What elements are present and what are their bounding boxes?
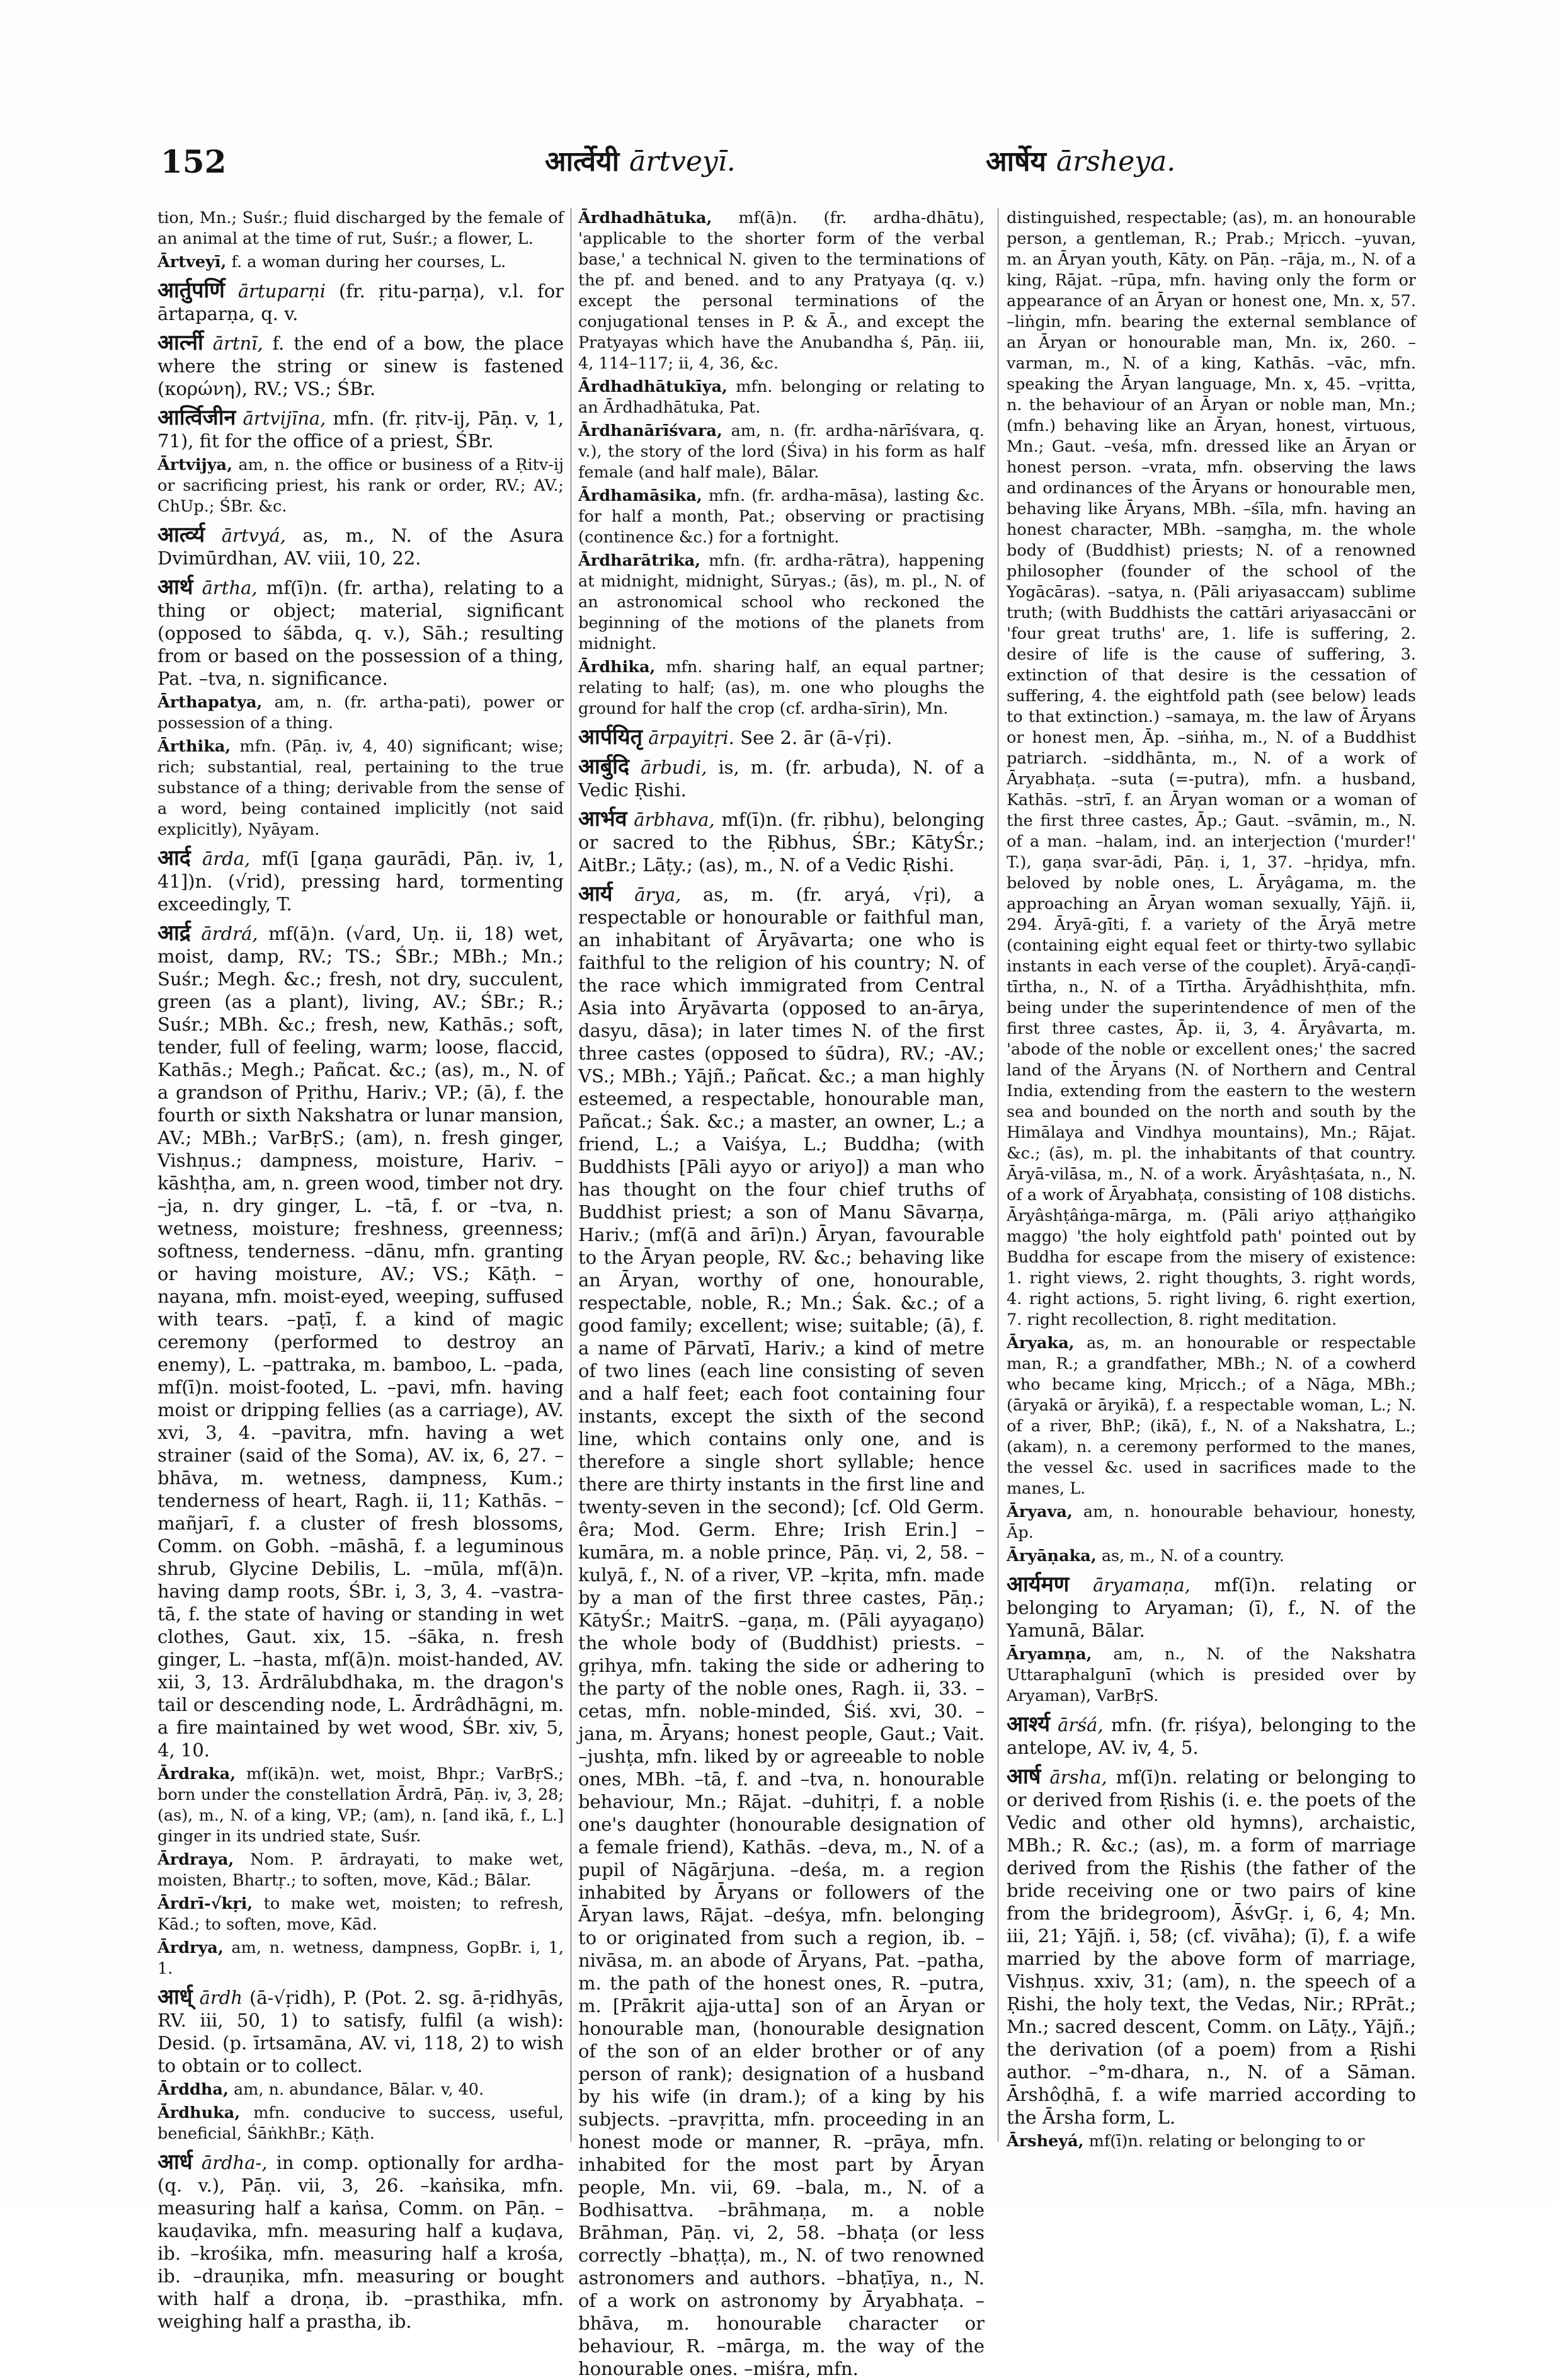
entry-devanagari: आर्यमण <box>1007 1572 1070 1597</box>
dictionary-entry <box>157 455 564 517</box>
entry-definition: mfn. (fr. ardha-rātra), happening at midnight, midnight, Sūryas.; (ās), m. pl., N. of an astronomical school who reckoned the beginning of the motions of the planets from midnight. <box>578 551 985 653</box>
entry-definition: mf(ī)n. relating or belonging to or <box>1088 2132 1365 2151</box>
dictionary-entry <box>157 1938 564 1979</box>
entry-devanagari: आर्त्व्य <box>157 522 205 547</box>
entry-devanagari: आर्य <box>578 881 613 907</box>
entry-headword: Ārtvijya, <box>157 455 232 474</box>
entry-headword: Āryaka, <box>1007 1334 1075 1353</box>
dictionary-entry <box>578 657 985 719</box>
dictionary-entry <box>1007 1713 1416 1759</box>
page-header <box>161 140 1420 184</box>
entry-devanagari: आर्श्य <box>1007 1712 1050 1737</box>
entry-definition: mf(ī [gaṇa gaurādi, Pāṇ. iv, 1, 41])n. (√rid), pressing hard, tormenting exceedingly, T. <box>157 848 564 915</box>
dictionary-entry <box>157 406 564 452</box>
dictionary-entry <box>578 551 985 655</box>
entry-headword: Ārsheyá, <box>1007 2132 1084 2151</box>
entry-definition: mfn. sharing half, an equal partner; relating to half; (as), m. one who ploughs the ground for half the crop (cf. ardha-sīrin), Mn. <box>578 658 985 718</box>
entry-definition: mfn. (fr. ṛiśya), belonging to the antelope, AV. iv, 4, 5. <box>1007 1714 1416 1758</box>
entry-devanagari: आर्पयितृ <box>578 724 642 750</box>
entry-transliteration: ārtnī, <box>212 333 263 354</box>
dictionary-entry <box>578 808 985 876</box>
entry-definition: (ā-√ṛidh), P. (Pot. 2. sg. ā-ṛidhyās, RV. iii, 50, 1) to satisfy, fulfil (a wish): Desid. (p. īrtsamāna, AV. vi, 118, 2) to wish to obtain or to collect. <box>157 1987 564 2076</box>
entry-transliteration: ārtuparṇi <box>237 280 326 302</box>
entry-headword: Ārdrī-√kṛi, <box>157 1894 253 1913</box>
dictionary-entry <box>157 1894 564 1935</box>
entry-transliteration: ārsha, <box>1049 1766 1107 1788</box>
dictionary-entry <box>157 1764 564 1847</box>
entry-definition: as, m. an honourable or respectable man, R.; a grandfather, MBh.; N. of a cowherd who became king, Mṛicch.; of a Nāga, MBh.; (āryakā or āryikā), f. a respectable woman, L.; N. of a river, BhP.; (ikā), f., N. of a Nakshatra, L.; (akam), n. a ceremony performed to the manes, the vessel &c. used in sacrifices made to the manes, L. <box>1007 1334 1416 1498</box>
dictionary-entry <box>157 2103 564 2144</box>
entry-headword: Ārdhika, <box>578 658 656 677</box>
running-head-right-deva: आर्षेय <box>986 146 1046 178</box>
entry-definition: am, n. (fr. ardha-nārīśvara, q. v.), the story of the lord (Śiva) in his form as half female (and half male), Bālar. <box>578 421 985 482</box>
entry-headword: Ārdhanārīśvara, <box>578 421 722 440</box>
dictionary-entry <box>157 2151 564 2333</box>
entry-headword: Āryamṇa, <box>1007 1645 1092 1664</box>
running-head-right-translit: ārsheya. <box>1056 146 1176 178</box>
entry-headword: Ārdrya, <box>157 1938 224 1957</box>
entry-definition: mf(ā)n. (fr. ardha-dhātu), 'applicable to the shorter form of the verbal base,' a technical N. given to the terminations of the pf. and bened. and to any Pratyaya (q. v.) except the personal terminations of the conjugational tenses in P. & Ā., and except the Pratyayas which have the Anubandha ś, Pāṇ. iii, 4, 114–117; ii, 4, 36, &c. <box>578 209 985 373</box>
entry-definition: as, m., N. of the Asura Dvimūrdhan, AV. viii, 10, 22. <box>157 525 564 569</box>
dictionary-entry <box>157 523 564 569</box>
entry-headword: Ārdhamāsika, <box>578 486 702 505</box>
entry-devanagari: आर्भव <box>578 806 627 832</box>
entry-definition: Nom. P. ārdrayati, to make wet, moisten, Bhartṛ.; to soften, move, Kād.; Bālar. <box>157 1850 564 1890</box>
entry-definition: is, m. (fr. arbuda), N. of a Vedic Ṛishi. <box>578 757 985 801</box>
entry-headword: Ārtveyī, <box>157 253 227 272</box>
entry-definition: See 2. ār (ā-√ṛi). <box>740 727 893 748</box>
entry-definition: mf(ī)n. relating or belonging to Aryaman; (ī), f., N. of the Yamunā, Bālar. <box>1007 1574 1416 1641</box>
dictionary-entry <box>578 755 985 801</box>
entry-transliteration: ārbudi, <box>640 757 707 778</box>
entry-devanagari: आर्ध् <box>157 1984 193 2010</box>
dictionary-entry <box>157 692 564 734</box>
entry-definition: mfn. (Pāṇ. iv, 4, 40) significant; wise; rich; substantial, real, pertaining to the true substance of a thing; derivable from the sense of a word, being contained implicitly (not said explicitly), Nyāyam. <box>157 737 564 839</box>
entry-definition: mfn. conducive to success, useful, beneficial, ŚāṅkhBr.; Kāṭh. <box>157 2103 564 2143</box>
entry-definition: mfn. belonging or relating to an Ārdhadhātuka, Pat. <box>578 377 985 417</box>
entry-headword: Ārthika, <box>157 737 231 756</box>
dictionary-entry <box>1007 208 1416 1330</box>
entry-devanagari: आर्द्र <box>157 920 191 946</box>
dictionary-entry <box>578 208 985 374</box>
running-head-right <box>986 140 1175 184</box>
entry-definition: distinguished, respectable; (as), m. an honourable person, a gentleman, R.; Prab.; Mṛicch. –yuvan, m. an Āryan youth, Kāty. on Pāṇ. –rāja, m., N. of a king, Rājat. –rūpa, mfn. having only the form or appearance of an Āryan or honest one, Mn. x, 57. –liṅgin, mfn. bearing the external semblance of an Āryan or honourable man, Mn. ix, 260. –varman, m., N. of a king, Kathās. –vāc, mfn. speaking the Āryan language, Mn. x, 45. –vṛitta, n. the behaviour of an Āryan or noble man, Mn.; (mfn.) behaving like an Āryan, honest, virtuous, Mn.; Gaut. –veśa, mfn. dressed like an Āryan or honest person. –vrata, mfn. observing the laws and ordinances of the Āryans or honourable men, behaving like Āryans, MBh. –śīla, mfn. having an honest character, MBh. –saṃgha, m. the whole body of (Buddhist) priests; N. of a renowned philosopher (founder of the school of the Yogācāras). –satya, n. (Pāli ariyasaccam) sublime truth; (with Buddhists the cattāri ariyasaccāni or 'four great truths' are, 1. life is suffering, 2. desire of life is the cause of suffering, 3. extinction of that desire is the cessation of suffering, 4. the eightfold path (see below) leads to that extinction.) –samaya, m. the law of Āryans or honest men, Āp. –siṅha, m., N. of a Buddhist patriarch. –siddhānta, m., N. of a work of Āryabhaṭa. –suta (=-putra), mfn. a husband, Kathās. –strī, f. an Āryan woman or a woman of the first three castes, Āp.; Gaut. –svāmin, m., N. of a man. –halam, ind. an interjection ('murder!' T.), gaṇa svar-ādi, Pāṇ. i, 1, 37. –hṛidya, mfn. beloved by noble ones, L. Āryâgama, m. the approaching an Āryan woman sexually, Yājñ. ii, 294. Āryā-gīti, f. a variety of the Āryā metre (containing eight equal feet or thirty-two syllabic instants in each verse of the couplet). Āryā-caṇḍī-tīrtha, n., N. of a Tīrtha. Āryâdhishṭhita, mfn. being under the superintendence of men of the first three castes, Āp. ii, 3, 4. Āryâvarta, m. 'abode of the noble or excellent ones;' the sacred land of the Āryans (N. of Northern and Central India, extending from the eastern to the western sea and bounded on the north and south by the Himālaya and Vindhya mountains), Mn.; Rājat. &c.; (ās), m. pl. the inhabitants of that country. Āryā-vilāsa, m., N. of a work. Āryâshṭaśata, n., N. of a work of Āryabhaṭa, consisting of 108 distichs. Āryâshṭâṅga-mārga, m. (Pāli ariyo aṭṭhaṅgiko maggo) 'the holy eightfold path' pointed out by Buddha for escape from the misery of existence: 1. right views, 2. right thoughts, 3. right words, 4. right actions, 5. right living, 6. right exertion, 7. right recollection, 8. right meditation. <box>1007 209 1416 1329</box>
dictionary-entry <box>578 486 985 548</box>
entry-devanagari: आर्द <box>157 845 191 871</box>
entry-devanagari: आर्तुपर्णि <box>157 278 225 303</box>
entry-definition: mf(ikā)n. wet, moist, Bhpr.; VarBṛS.; born under the constellation Ārdrā, Pāṇ. iv, 3, 28; (as), m., N. of a king, VP.; (am), n. [and ikā, f., L.] ginger in its undried state, Suśr. <box>157 1765 564 1846</box>
entry-definition: mf(ī)n. relating or belonging to or derived from Ṛishis (i. e. the poets of the Vedic and other old hymns), archaistic, MBh.; R. &c.; (as), m. a form of marriage derived from the Ṛishis (the father of the bride receiving one or two pairs of kine from the bridegroom), ĀśvGṛ. i, 6, 4; Mn. iii, 21; Yājñ. i, 58; (cf. vivāha); (ī), f. a wife married by the above form of marriage, Vishṇus. xxiv, 31; (am), n. the speech of a Ṛishi, the holy text, the Vedas, Nir.; RPrāt.; Mn.; sacred descent, Comm. on Lāṭy., Yājñ.; the derivation (of a poem) from a Ṛishi author. –°m-dhara, n., N. of a Sāman. Ārshôḍhā, f. a wife married according to the Ārsha form, L. <box>1007 1766 1416 2128</box>
entry-transliteration: ārśá, <box>1058 1714 1104 1736</box>
entry-transliteration: ārda, <box>202 848 251 869</box>
entry-transliteration: ārdh <box>199 1987 243 2008</box>
entry-definition: am, n. abundance, Bālar. v, 40. <box>233 2080 484 2099</box>
entry-definition: as, m., N. of a country. <box>1101 1547 1284 1565</box>
page-number: 152 <box>161 143 227 180</box>
entry-headword: Ārdhuka, <box>157 2103 241 2122</box>
entry-definition: f. the end of a bow, the place where the string or sinew is fastened (κορώνη), RV.; VS.; ŚBr. <box>157 333 564 399</box>
entry-headword: Ārdhadhātuka, <box>578 209 712 227</box>
dictionary-entry <box>157 1986 564 2077</box>
entry-definition: (fr. ṛitu-parṇa), v.l. for ārtaparṇa, q. v. <box>157 280 564 324</box>
running-head-left-translit: ārtveyī. <box>629 146 736 178</box>
dictionary-entry <box>578 726 985 749</box>
column-2 <box>578 208 985 2379</box>
entry-definition: mfn. (fr. ardha-māsa), lasting &c. for half a month, Pat.; observing or practising (continence &c.) for a fortnight. <box>578 486 985 547</box>
column-1 <box>157 208 564 2332</box>
column-3 <box>1007 208 1417 2151</box>
entry-definition: mfn. (fr. ṛitv-ij, Pāṇ. v, 1, 71), fit for the office of a priest, ŚBr. <box>157 408 564 452</box>
entry-headword: Āryava, <box>1007 1502 1073 1521</box>
entry-transliteration: āryamaṇa, <box>1093 1574 1191 1596</box>
entry-transliteration: ārdha-, <box>201 2152 268 2173</box>
dictionary-entry <box>1007 1765 1416 2129</box>
entry-devanagari: आर्बुदि <box>578 754 630 779</box>
entry-transliteration: ārtvyá, <box>221 525 286 546</box>
running-head-left <box>545 140 736 184</box>
running-head-left-deva: आर्त्वेयी <box>545 146 620 178</box>
entry-transliteration: ārtha, <box>202 577 258 598</box>
dictionary-entry <box>157 736 564 840</box>
entry-headword: Ārdhadhātukīya, <box>578 377 728 396</box>
entry-definition: am, n., N. of the Nakshatra Uttaraphalgunī (which is presided over by Aryaman), VarBṛS. <box>1007 1645 1417 1705</box>
dictionary-entry <box>157 2080 564 2100</box>
entry-definition: am, n. honourable behaviour, honesty, Āp. <box>1007 1502 1417 1542</box>
entry-headword: Ārdraka, <box>157 1765 236 1783</box>
entry-definition: mf(ī)n. (fr. ṛibhu), belonging or sacred to the Ṛibhus, ŚBr.; KātyŚr.; AitBr.; Lāṭy.; (as), m., N. of a Vedic Ṛishi. <box>578 809 985 876</box>
entry-definition: am, n. wetness, dampness, GopBr. i, 1, 1. <box>157 1938 564 1978</box>
dictionary-entry <box>1007 1573 1416 1642</box>
dictionary-entry <box>578 377 985 418</box>
entry-devanagari: आर्ष <box>1007 1764 1041 1789</box>
entry-headword: Ārdraya, <box>157 1850 234 1869</box>
dictionary-entry <box>1007 1644 1416 1707</box>
entry-devanagari: आर्थ <box>157 575 193 600</box>
entry-transliteration: ārya, <box>634 884 682 905</box>
entry-devanagari: आर्ध <box>157 2149 193 2175</box>
dictionary-entry <box>157 252 564 273</box>
dictionary-entry <box>157 279 564 325</box>
entry-definition: mf(ā)n. (√ard, Uṇ. ii, 18) wet, moist, damp, RV.; TS.; ŚBr.; MBh.; Mn.; Suśr.; Megh. &c.; fresh, not dry, succulent, green (as a plant), living, AV.; ŚBr.; R.; Suśr.; MBh. &c.; fresh, new, Kathās.; soft, tender, full of feeling, warm; loose, flaccid, Kathās.; Megh.; Pañcat. &c.; (as), m., N. of a grandson of Pṛithu, Hariv.; VP.; (ā), f. the fourth or sixth Nakshatra or lunar mansion, AV.; MBh.; VarBṛS.; (am), n. fresh ginger, Vishṇus.; dampness, moisture, Hariv. –kāshṭha, am, n. green wood, timber not dry. –ja, n. dry ginger, L. –tā, f. or –tva, n. wetness, moisture; freshness, greenness; softness, tenderness. –dānu, mfn. granting or having moisture, AV.; VS.; Kāṭh. –nayana, mfn. moist-eyed, weeping, suffused with tears. –paṭī, f. a kind of magic ceremony (performed to destroy an enemy), L. –pattraka, m. bamboo, L. –pada, mf(ī)n. moist-footed, L. –pavi, mfn. having moist or dripping fellies (as a carriage), AV. xvi, 3, 4. –pavitra, mfn. having a wet strainer (said of the Soma), AV. ix, 6, 27. –bhāva, m. wetness, dampness, Kum.; tenderness of heart, Ragh. ii, 11; Kathās. –mañjarī, f. a cluster of fresh blossoms, Comm. on Gobh. –māshā, f. a leguminous shrub, Glycine Debilis, L. –mūla, mf(ā)n. having damp roots, ŚBr. i, 3, 3, 4. –vastra-tā, f. the state of having or standing in wet clothes, Gaut. xix, 15. –śāka, n. fresh ginger, L. –hasta, mf(ā)n. moist-handed, AV. xii, 3, 13. Ārdrālubdhaka, m. the dragon's tail or descending node, L. Ārdrâdhāgni, m. a fire maintained by wet wood, ŚBr. xiv, 5, 4, 10. <box>157 923 564 1761</box>
entry-definition: to make wet, moisten; to refresh, Kād.; to soften, move, Kād. <box>157 1894 564 1934</box>
entry-headword: Ārthapatya, <box>157 693 263 712</box>
entry-definition: tion, Mn.; Suśr.; fluid discharged by the female of an animal at the time of rut, Suśr.; a flower, L. <box>157 209 564 248</box>
dictionary-entry <box>157 847 564 915</box>
entry-transliteration: ārtvijīna, <box>243 408 326 429</box>
dictionary-entry <box>157 331 564 400</box>
entry-headword: Ārdharātrika, <box>578 551 701 570</box>
dictionary-entry <box>157 576 564 690</box>
entry-definition: am, n. the office or business of a Ṛitv-ij or sacrificing priest, his rank or order, RV.; AV.; ChUp.; ŚBr. &c. <box>157 455 564 516</box>
dictionary-entry <box>1007 1333 1416 1499</box>
entry-transliteration: ārdrá, <box>201 923 258 944</box>
entry-devanagari: आर्त्नी <box>157 330 203 355</box>
dictionary-entry <box>157 1850 564 1891</box>
dictionary-entry <box>1007 1502 1416 1543</box>
dictionary-entry <box>578 421 985 483</box>
entry-headword: Ārddha, <box>157 2080 229 2099</box>
entry-transliteration: ārpayitṛi. <box>648 727 734 748</box>
entry-headword: Āryāṇaka, <box>1007 1547 1097 1565</box>
entry-definition: in comp. optionally for ardha- (q. v.), Pāṇ. vii, 3, 26. –kaṅsika, mfn. measuring half a kaṅsa, Comm. on Pāṇ. –kauḍavika, mfn. measuring half a kuḍava, ib. –krośika, mfn. measuring half a krośa, ib. –drauṇika, mfn. measuring or bought with half a droṇa, ib. –prasthika, mfn. weighing half a prastha, ib. <box>157 2152 564 2332</box>
entry-definition: as, m. (fr. aryá, √ṛi), a respectable or honourable or faithful man, an inhabitant of Āryāvarta; one who is faithful to the religion of his country; N. of the race which immigrated from Central Asia into Āryāvarta (opposed to an-ārya, dasyu, dāsa); in later times N. of the first three castes (opposed to śūdra), RV.; -AV.; VS.; MBh.; Yājñ.; Pañcat. &c.; a man highly esteemed, a respectable, honourable man, Pañcat.; Śak. &c.; a master, an owner, L.; a friend, L.; a Vaiśya, L.; Buddha; (with Buddhists [Pāli ayyo or ariyo]) a man who has thought on the four chief truths of Buddhist priest; a son of Manu Sāvarṇa, Hariv.; (mf(ā and ārī)n.) Āryan, favourable to the Āryan people, RV. &c.; behaving like an Āryan, worthy of one, honourable, respectable, noble, R.; Mn.; Śak. &c.; of a good family; excellent; wise; suitable; (ā), f. a name of Pārvatī, Hariv.; a kind of metre of two lines (each line consisting of seven and a half feet; each foot containing four instants, except the sixth of the second line, which contains only one, and is therefore a single short syllable; hence there are thirty instants in the first line and twenty-seven in the second); [cf. Old Germ. êra; Mod. Germ. Ehre; Irish Erin.] –kumāra, m. a noble prince, Pāṇ. vi, 2, 58. –kulyā, f., N. of a river, VP. –kṛita, mfn. made by a man of the first three castes, Pāṇ.; KātyŚr.; MaitrS. –gaṇa, m. (Pāli ayyagaṇo) the whole body of (Buddhist) priests. –gṛihya, mfn. taking the side or adhering to the party of the noble ones, Ragh. ii, 33. –cetas, mfn. noble-minded, Śiś. xvi, 30. –jana, m. Āryans; honest people, Gaut.; Vait. –jushṭa, mfn. liked by or agreeable to noble ones, MBh. –tā, f. and –tva, n. honourable behaviour, Mn.; Rājat. –duhitṛi, f. a noble one's daughter (honourable designation of a female friend), Kathās. –deva, m., N. of a pupil of Nāgārjuna. –deśa, m. a region inhabited by Āryans or followers of the Āryan laws, Rājat. –deśya, mfn. belonging to or originated from such a region, ib. –nivāsa, m. an abode of Āryans, Pat. –patha, m. the path of the honest ones, R. –putra, m. [Prākrit ajja-utta] son of an Āryan or honourable man, (honourable designation of the son of an elder brother or of any person of rank); designation of a husband by his wife (in dram.); of a king by his subjects. –pravṛitta, mfn. proceeding in an honest mode or manner, R. –prāya, mfn. inhabited for the most part by Āryan people, Mn. vii, 69. –bala, m., N. of a Bodhisattva. –brāhmaṇa, m. a noble Brāhman, Pāṇ. vi, 2, 58. –bhaṭa (or less correctly –bhaṭṭa), m., N. of two renowned astronomers and authors. –bhaṭīya, n., N. of a work on astronomy by Āryabhaṭa. –bhāva, m. honourable character or behaviour, R. –mārga, m. the way of the honourable ones. –miśra, mfn. <box>578 884 985 2379</box>
dictionary-entry <box>157 922 564 1761</box>
entry-devanagari: आर्त्विजीन <box>157 405 236 430</box>
dictionary-entry <box>1007 2131 1416 2152</box>
entry-definition: am, n. (fr. artha-pati), power or possession of a thing. <box>157 693 564 733</box>
dictionary-entry <box>1007 1546 1416 1567</box>
dictionary-entry <box>157 208 564 249</box>
dictionary-entry <box>578 883 985 2380</box>
entry-definition: mf(ī)n. (fr. artha), relating to a thing or object; material, significant (opposed to śābda, q. v.), Sāh.; resulting from or based on the possession of a thing, Pat. –tva, n. significance. <box>157 577 564 689</box>
entry-transliteration: ārbhava, <box>634 809 715 830</box>
entry-definition: f. a woman during her courses, L. <box>231 253 506 272</box>
